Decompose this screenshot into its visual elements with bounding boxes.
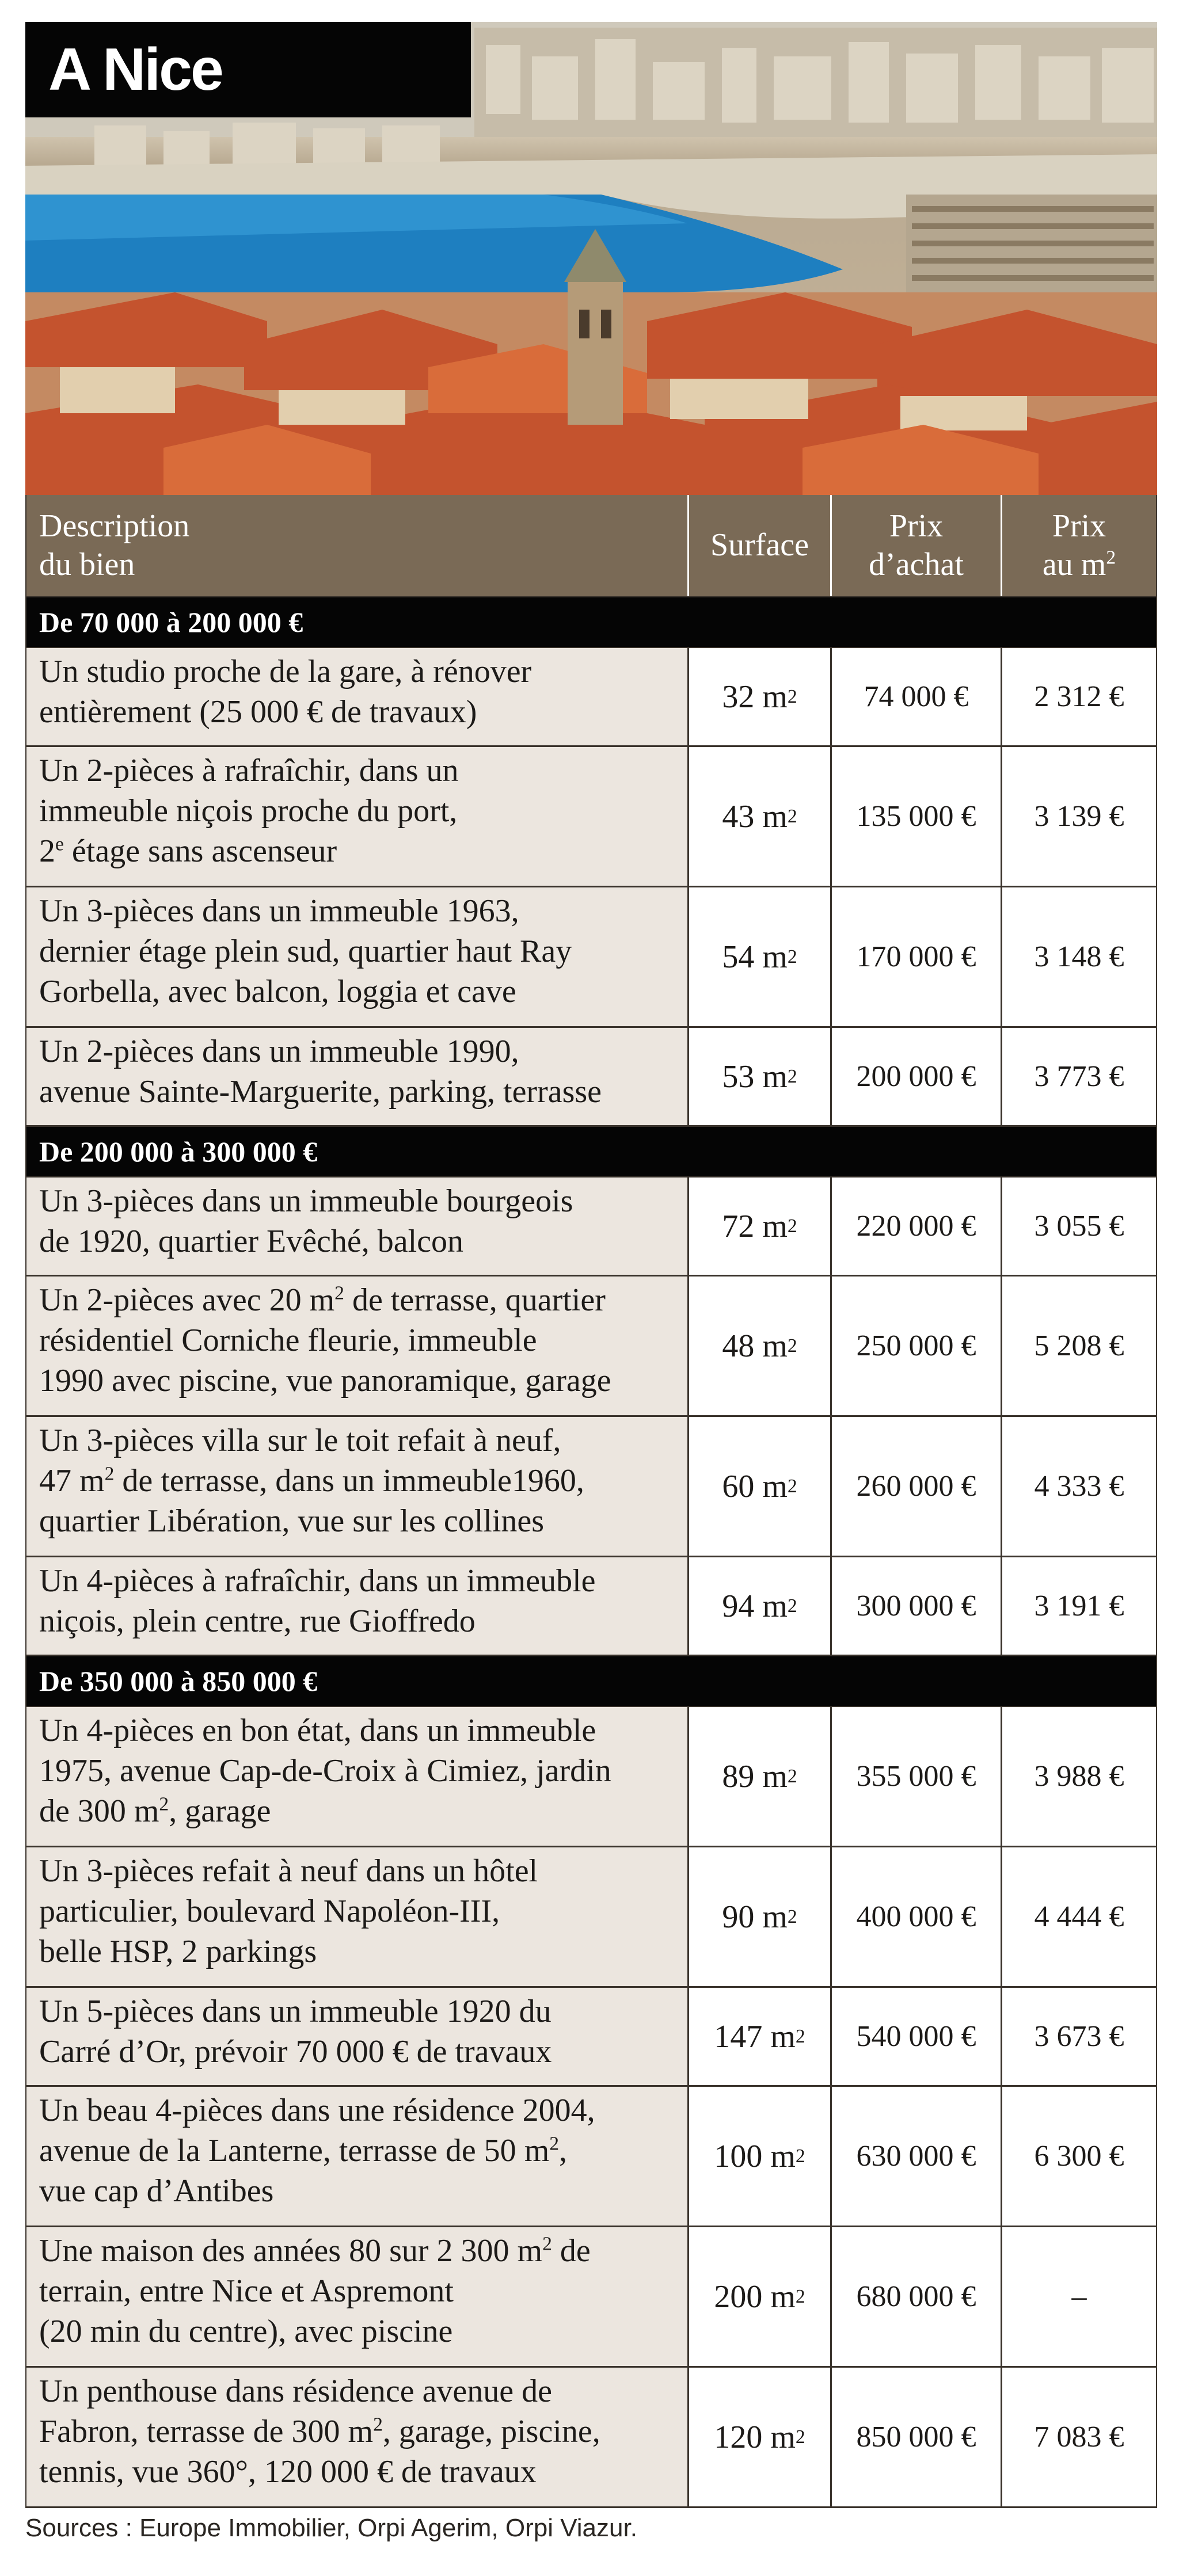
row-prix-m2: 6 300 € <box>1001 2087 1156 2226</box>
header-prix-achat-line: Prix <box>889 508 944 544</box>
superscript: e <box>55 833 64 855</box>
description-line: Un 2-pièces à rafraîchir, dans un <box>39 753 459 788</box>
row-prix-m2: 4 333 € <box>1001 1417 1156 1556</box>
header-description-line: du bien <box>39 547 135 582</box>
row-surface: 48 m 2 <box>687 1276 830 1415</box>
header-photo <box>25 22 1157 495</box>
row-prix-m2: 3 055 € <box>1001 1178 1156 1275</box>
table-row <box>26 648 1156 747</box>
superscript: 2 <box>1106 547 1116 569</box>
description-line: 1990 avec piscine, vue panoramique, garage <box>39 1363 611 1398</box>
row-surface: 94 m 2 <box>687 1557 830 1655</box>
row-prix-m2: 3 191 € <box>1001 1557 1156 1655</box>
table-row <box>26 887 1156 1028</box>
table-header <box>26 495 1156 597</box>
row-description <box>26 1028 687 1125</box>
row-surface: 43 m 2 <box>687 747 830 886</box>
header-prix-m2 <box>1001 495 1156 596</box>
description-line: 1975, avenue Cap-de-Croix à Cimiez, jardin <box>39 1753 611 1789</box>
row-description <box>26 2368 687 2506</box>
row-surface: 53 m 2 <box>687 1028 830 1125</box>
row-surface: 147 m 2 <box>687 1988 830 2085</box>
description-line: belle HSP, 2 parkings <box>39 1934 317 1969</box>
table-row <box>26 1847 1156 1988</box>
superscript: 2 <box>334 1282 344 1304</box>
sources-note: Sources : Europe Immobilier, Orpi Agerim, Orpi Viazur. <box>25 2514 637 2542</box>
row-prix-achat: 250 000 € <box>830 1276 1001 1415</box>
section-header: De 200 000 à 300 000 € <box>26 1127 1156 1178</box>
description-line: immeuble niçois proche du port, <box>39 793 458 829</box>
row-prix-m2: 3 773 € <box>1001 1028 1156 1125</box>
row-description <box>26 1276 687 1415</box>
description-line: de 1920, quartier Evêché, balcon <box>39 1224 464 1259</box>
row-prix-achat: 680 000 € <box>830 2227 1001 2366</box>
row-description <box>26 2087 687 2226</box>
table-row <box>26 1707 1156 1847</box>
row-prix-m2: 3 988 € <box>1001 1707 1156 1846</box>
row-prix-achat: 74 000 € <box>830 648 1001 745</box>
table-row <box>26 1276 1156 1417</box>
description-line: 2e étage sans ascenseur <box>39 833 337 869</box>
table-row <box>26 1988 1156 2087</box>
row-prix-m2: 3 673 € <box>1001 1988 1156 2085</box>
row-surface: 90 m 2 <box>687 1847 830 1986</box>
description-line: Un 3-pièces dans un immeuble 1963, <box>39 893 519 929</box>
description-line: Fabron, terrasse de 300 $m^2$, garage, piscine, <box>39 2414 600 2449</box>
description-line: (20 min du centre), avec piscine <box>39 2314 453 2349</box>
section-header: De 350 000 à 850 000 € <box>26 1656 1156 1707</box>
description-line: terrain, entre Nice et Aspremont <box>39 2273 454 2309</box>
superscript: 2 <box>373 2414 383 2436</box>
description-line: 47 $m^2$ de terrasse, dans un immeuble1960, <box>39 1463 584 1499</box>
row-prix-achat: 850 000 € <box>830 2368 1001 2506</box>
row-surface: 72 m 2 <box>687 1178 830 1275</box>
description-line: Un 4-pièces en bon état, dans un immeuble <box>39 1713 596 1748</box>
description-line: Un 2-pièces avec 20 $m^2$ de terrasse, quartier <box>39 1282 606 1318</box>
description-line: tennis, vue 360°, 120 000 € de travaux <box>39 2454 537 2490</box>
row-surface: 60 m 2 <box>687 1417 830 1556</box>
row-prix-achat: 170 000 € <box>830 887 1001 1026</box>
price-table <box>25 495 1157 2508</box>
row-description <box>26 747 687 886</box>
description-line: dernier étage plein sud, quartier haut Ray <box>39 933 572 969</box>
header-prix-achat <box>830 495 1001 596</box>
row-surface: 89 m 2 <box>687 1707 830 1846</box>
description-line: Un penthouse dans résidence avenue de <box>39 2373 552 2409</box>
row-prix-achat: 400 000 € <box>830 1847 1001 1986</box>
table-row <box>26 1557 1156 1656</box>
description-line: entièrement (25 000 € de travaux) <box>39 694 477 730</box>
description-line: avenue Sainte-Marguerite, parking, terrasse <box>39 1074 602 1110</box>
section-header: De 70 000 à 200 000 € <box>26 597 1156 648</box>
description-line: Un 5-pièces dans un immeuble 1920 du <box>39 1994 552 2029</box>
description-line: niçois, plein centre, rue Gioffredo <box>39 1603 476 1639</box>
description-line: Un 3-pièces villa sur le toit refait à neuf, <box>39 1423 561 1458</box>
row-surface: 120 m 2 <box>687 2368 830 2506</box>
table-row <box>26 2227 1156 2368</box>
row-prix-achat: 630 000 € <box>830 2087 1001 2226</box>
superscript: 2 <box>159 1793 169 1815</box>
table-row <box>26 2087 1156 2227</box>
row-prix-achat: 355 000 € <box>830 1707 1001 1846</box>
header-description-line: Description <box>39 508 190 544</box>
table-row <box>26 1178 1156 1276</box>
description-line: Un beau 4-pièces dans une résidence 2004, <box>39 2093 595 2128</box>
header-description <box>26 495 687 596</box>
row-prix-m2: 3 139 € <box>1001 747 1156 886</box>
article-frame <box>25 22 1157 2543</box>
header-prix-m2-line <box>1043 546 1116 584</box>
superscript: 2 <box>549 2133 560 2155</box>
description-line: particulier, boulevard Napoléon-III, <box>39 1893 500 1929</box>
row-description <box>26 1707 687 1846</box>
description-line: Un 3-pièces dans un immeuble bourgeois <box>39 1183 573 1219</box>
row-prix-achat: 135 000 € <box>830 747 1001 886</box>
row-prix-achat: 300 000 € <box>830 1557 1001 1655</box>
table-body <box>26 597 1156 2508</box>
page-title: A Nice <box>48 36 222 103</box>
description-line: de 300 $m^2$, garage <box>39 1793 271 1829</box>
header-surface: Surface <box>687 495 830 596</box>
row-prix-achat: 220 000 € <box>830 1178 1001 1275</box>
row-prix-achat: 200 000 € <box>830 1028 1001 1125</box>
title-banner <box>25 22 471 117</box>
description-line: résidentiel Corniche fleurie, immeuble <box>39 1323 537 1358</box>
header-prix-achat-line: d’achat <box>869 547 964 582</box>
row-description <box>26 1847 687 1986</box>
description-line: avenue de la Lanterne, terrasse de 50 $m^2$, <box>39 2133 568 2169</box>
table-row <box>26 747 1156 887</box>
description-line: Un studio proche de la gare, à rénover <box>39 654 532 689</box>
row-description <box>26 1178 687 1275</box>
row-prix-m2: 2 312 € <box>1001 648 1156 745</box>
row-description <box>26 648 687 745</box>
description-line: Une maison des années 80 sur 2 300 $m^2$ de <box>39 2233 591 2269</box>
superscript: 2 <box>104 1463 115 1485</box>
row-surface: 54 m 2 <box>687 887 830 1026</box>
row-description <box>26 1557 687 1655</box>
table-row <box>26 1417 1156 1557</box>
description-line: Gorbella, avec balcon, loggia et cave <box>39 974 516 1009</box>
row-prix-m2: – <box>1001 2227 1156 2366</box>
row-prix-m2: 3 148 € <box>1001 887 1156 1026</box>
row-prix-achat: 540 000 € <box>830 1988 1001 2085</box>
header-prix-m2-line: Prix <box>1052 508 1106 544</box>
table-row <box>26 1028 1156 1127</box>
row-surface: 200 m 2 <box>687 2227 830 2366</box>
row-surface: 100 m 2 <box>687 2087 830 2226</box>
description-line: Un 2-pièces dans un immeuble 1990, <box>39 1034 519 1069</box>
superscript: 2 <box>542 2233 552 2255</box>
description-line: Un 3-pièces refait à neuf dans un hôtel <box>39 1853 538 1889</box>
row-prix-m2: 4 444 € <box>1001 1847 1156 1986</box>
row-description <box>26 2227 687 2366</box>
row-description <box>26 887 687 1026</box>
description-line: vue cap d’Antibes <box>39 2173 274 2209</box>
description-line: Un 4-pièces à rafraîchir, dans un immeuble <box>39 1563 596 1599</box>
description-line: Carré d’Or, prévoir 70 000 € de travaux <box>39 2034 552 2070</box>
row-prix-m2: 5 208 € <box>1001 1276 1156 1415</box>
row-prix-m2: 7 083 € <box>1001 2368 1156 2506</box>
header-prix-m2-unit: au m <box>1042 547 1106 582</box>
row-description <box>26 1417 687 1556</box>
row-prix-achat: 260 000 € <box>830 1417 1001 1556</box>
row-surface: 32 m 2 <box>687 648 830 745</box>
table-row <box>26 2368 1156 2508</box>
description-line: quartier Libération, vue sur les collines <box>39 1503 545 1539</box>
row-description <box>26 1988 687 2085</box>
